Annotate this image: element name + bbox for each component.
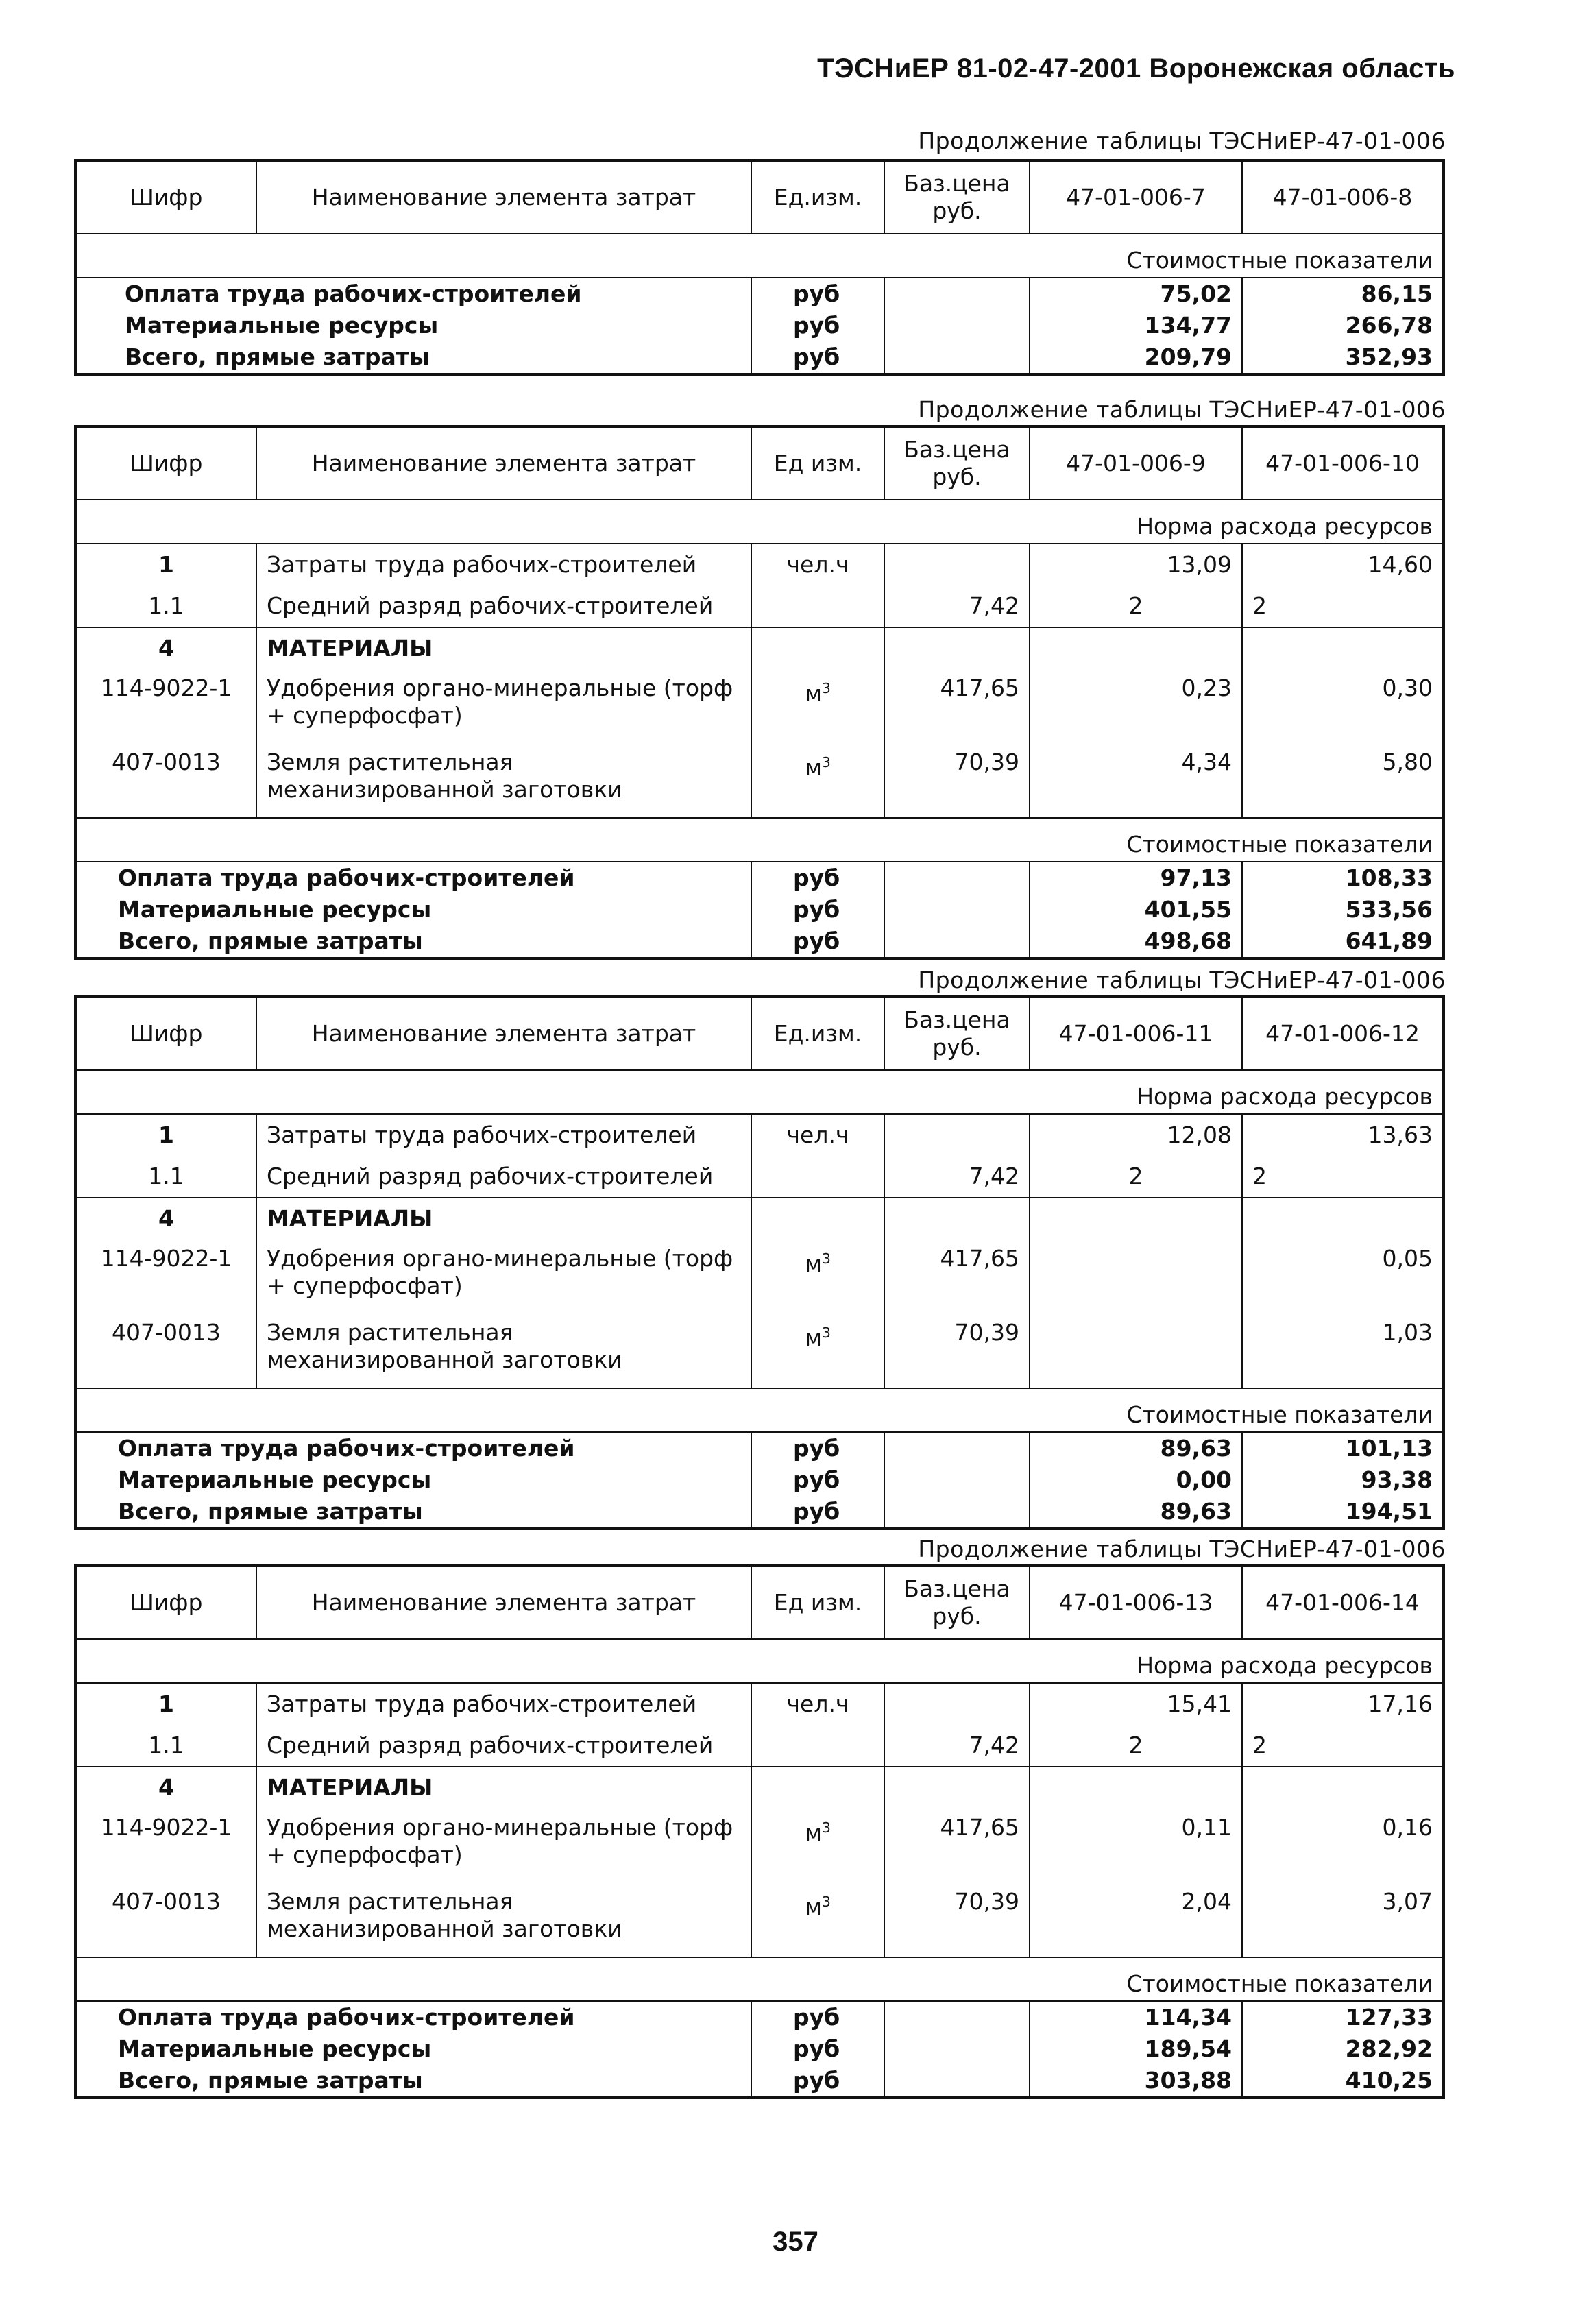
col-header-unit: Ед изм. bbox=[751, 428, 884, 500]
row-value: 0,05 bbox=[1242, 1239, 1442, 1314]
continuation-caption: Продолжение таблицы ТЭСНиЕР-47-01-006 bbox=[918, 1536, 1446, 1562]
row-value: 2 bbox=[1030, 1725, 1242, 1767]
row-code: 114-9022-1 bbox=[100, 675, 232, 701]
table-row-grade bbox=[77, 1156, 1442, 1198]
summary-label: Всего, прямые затраты bbox=[118, 2067, 423, 2094]
col-header-code: Шифр bbox=[130, 450, 203, 476]
summary-label: Материальные ресурсы bbox=[118, 1466, 432, 1493]
table-header-row bbox=[77, 1567, 1442, 1639]
section-row-norm bbox=[77, 500, 1442, 544]
section-row-cost bbox=[77, 818, 1442, 862]
col-header-code-2: 47-01-006-10 bbox=[1242, 428, 1442, 500]
col-header-name: Наименование элемента затрат bbox=[256, 998, 751, 1070]
table-header-row bbox=[77, 998, 1442, 1070]
summary-unit: руб bbox=[751, 2033, 884, 2065]
col-header-code-1: 47-01-006-7 bbox=[1030, 162, 1242, 234]
col-header-name: Наименование элемента затрат bbox=[256, 428, 751, 500]
section-label-cost: Стоимостные показатели bbox=[77, 1388, 1442, 1432]
resource-table-3 bbox=[74, 995, 1445, 1530]
row-name: Удобрения органо-минеральные (торф + суперфосфат) bbox=[256, 1808, 751, 1883]
row-price: 7,42 bbox=[884, 1725, 1030, 1767]
col-header-name: Наименование элемента затрат bbox=[256, 1567, 751, 1639]
row-code: 407-0013 bbox=[112, 1319, 221, 1346]
summary-label: Оплата труда рабочих-строителей bbox=[118, 1435, 575, 1462]
row-unit: $м^3$ bbox=[751, 1239, 884, 1314]
row-unit: $м^3$ bbox=[751, 1314, 884, 1388]
section-label-norm: Норма расхода ресурсов bbox=[77, 1070, 1442, 1114]
col-header-code-1: 47-01-006-9 bbox=[1030, 428, 1242, 500]
row-code: 1.1 bbox=[148, 592, 184, 619]
summary-unit: руб bbox=[751, 341, 884, 373]
row-name: Земля растительная механизированной заготовки bbox=[256, 1883, 751, 1957]
row-name: МАТЕРИАЛЫ bbox=[256, 1767, 751, 1808]
continuation-caption: Продолжение таблицы ТЭСНиЕР-47-01-006 bbox=[918, 967, 1446, 993]
row-code: 1.1 bbox=[148, 1732, 184, 1758]
summary-value: 86,15 bbox=[1242, 278, 1442, 310]
summary-row-materials bbox=[77, 894, 1442, 925]
row-value: 5,80 bbox=[1242, 743, 1442, 818]
row-unit: чел.ч bbox=[751, 1683, 884, 1725]
col-header-code: Шифр bbox=[130, 184, 203, 210]
section-label-cost: Стоимостные показатели bbox=[77, 818, 1442, 862]
row-value: 13,63 bbox=[1242, 1114, 1442, 1156]
row-unit: $м^3$ bbox=[751, 669, 884, 743]
row-code: 4 bbox=[77, 1198, 256, 1239]
row-value: 4,34 bbox=[1030, 743, 1242, 818]
row-name: МАТЕРИАЛЫ bbox=[256, 1198, 751, 1239]
row-price: 70,39 bbox=[884, 1314, 1030, 1388]
row-value: 2,04 bbox=[1030, 1883, 1242, 1957]
col-header-price: Баз.цена руб. bbox=[884, 998, 1030, 1070]
summary-row-materials bbox=[77, 2033, 1442, 2065]
row-code: 114-9022-1 bbox=[100, 1814, 232, 1841]
row-name: Средний разряд рабочих-строителей bbox=[256, 1725, 751, 1767]
summary-label: Материальные ресурсы bbox=[125, 312, 439, 339]
summary-value: 75,02 bbox=[1030, 278, 1242, 310]
summary-label: Всего, прямые затраты bbox=[118, 928, 423, 954]
row-value: 0,16 bbox=[1242, 1808, 1442, 1883]
summary-value: 194,51 bbox=[1242, 1496, 1442, 1527]
summary-value: 533,56 bbox=[1242, 894, 1442, 925]
row-value: 0,23 bbox=[1030, 669, 1242, 743]
col-header-code-1: 47-01-006-13 bbox=[1030, 1567, 1242, 1639]
section-label-cost: Стоимостные показатели bbox=[77, 234, 1442, 278]
continuation-caption: Продолжение таблицы ТЭСНиЕР-47-01-006 bbox=[918, 128, 1446, 154]
table-row-labor bbox=[77, 544, 1442, 585]
col-header-unit: Ед изм. bbox=[751, 1567, 884, 1639]
row-name: Затраты труда рабочих-строителей bbox=[256, 1114, 751, 1156]
row-value: 0,11 bbox=[1030, 1808, 1242, 1883]
summary-unit: руб bbox=[751, 278, 884, 310]
row-price: 7,42 bbox=[884, 585, 1030, 627]
col-header-price: Баз.цена руб. bbox=[884, 1567, 1030, 1639]
document-header: ТЭСНиЕР 81-02-47-2001 Воронежская область bbox=[817, 53, 1455, 84]
row-name: Удобрения органо-минеральные (торф + суперфосфат) bbox=[256, 669, 751, 743]
table-row-materials bbox=[77, 1198, 1442, 1239]
col-header-code-2: 47-01-006-14 bbox=[1242, 1567, 1442, 1639]
table-row-materials bbox=[77, 1767, 1442, 1808]
row-unit: $м^3$ bbox=[751, 1883, 884, 1957]
row-value: 2 bbox=[1242, 1725, 1442, 1767]
summary-unit: руб bbox=[751, 1464, 884, 1496]
table-row-grade bbox=[77, 585, 1442, 627]
summary-unit: руб bbox=[751, 1496, 884, 1527]
summary-value: 127,33 bbox=[1242, 2001, 1442, 2033]
row-name: Затраты труда рабочих-строителей bbox=[256, 544, 751, 585]
summary-label: Оплата труда рабочих-строителей bbox=[118, 2004, 575, 2031]
row-code: 407-0013 bbox=[112, 1888, 221, 1915]
summary-value: 498,68 bbox=[1030, 925, 1242, 957]
row-code: 4 bbox=[77, 627, 256, 669]
section-row-cost bbox=[77, 234, 1442, 278]
summary-row-labor bbox=[77, 1432, 1442, 1464]
row-unit: $м^3$ bbox=[751, 743, 884, 818]
col-header-code: Шифр bbox=[130, 1020, 203, 1047]
row-name: Средний разряд рабочих-строителей bbox=[256, 585, 751, 627]
summary-value: 108,33 bbox=[1242, 862, 1442, 894]
row-price: 70,39 bbox=[884, 1883, 1030, 1957]
table-header-row bbox=[77, 162, 1442, 234]
summary-label: Оплата труда рабочих-строителей bbox=[118, 864, 575, 891]
row-name: Средний разряд рабочих-строителей bbox=[256, 1156, 751, 1198]
col-header-name: Наименование элемента затрат bbox=[256, 162, 751, 234]
table-row-soil bbox=[77, 1883, 1442, 1957]
summary-unit: руб bbox=[751, 925, 884, 957]
summary-value: 401,55 bbox=[1030, 894, 1242, 925]
summary-row-materials bbox=[77, 1464, 1442, 1496]
summary-row-total bbox=[77, 1496, 1442, 1527]
row-code: 114-9022-1 bbox=[100, 1245, 232, 1272]
row-name: Земля растительная механизированной заготовки bbox=[256, 1314, 751, 1388]
row-value: 2 bbox=[1242, 1156, 1442, 1198]
col-header-code-1: 47-01-006-11 bbox=[1030, 998, 1242, 1070]
row-value: 17,16 bbox=[1242, 1683, 1442, 1725]
summary-label: Всего, прямые затраты bbox=[125, 343, 430, 370]
row-value: 12,08 bbox=[1030, 1114, 1242, 1156]
summary-row-total bbox=[77, 2065, 1442, 2096]
row-name: МАТЕРИАЛЫ bbox=[256, 627, 751, 669]
col-header-code-2: 47-01-006-12 bbox=[1242, 998, 1442, 1070]
summary-value: 209,79 bbox=[1030, 341, 1242, 373]
row-value: 2 bbox=[1030, 585, 1242, 627]
col-header-unit: Ед.изм. bbox=[751, 998, 884, 1070]
section-label-norm: Норма расхода ресурсов bbox=[77, 500, 1442, 544]
summary-value: 189,54 bbox=[1030, 2033, 1242, 2065]
row-code: 407-0013 bbox=[112, 749, 221, 775]
row-code: 1 bbox=[158, 1691, 174, 1717]
row-value: 2 bbox=[1242, 585, 1442, 627]
summary-unit: руб bbox=[751, 1432, 884, 1464]
section-label-norm: Норма расхода ресурсов bbox=[77, 1639, 1442, 1683]
col-header-code: Шифр bbox=[130, 1589, 203, 1616]
summary-unit: руб bbox=[751, 862, 884, 894]
summary-value: 93,38 bbox=[1242, 1464, 1442, 1496]
table-row-fertilizer bbox=[77, 669, 1442, 743]
row-price: 417,65 bbox=[884, 1239, 1030, 1314]
resource-table-1 bbox=[74, 159, 1445, 376]
table-row-soil bbox=[77, 743, 1442, 818]
table-row-grade bbox=[77, 1725, 1442, 1767]
section-label-cost: Стоимостные показатели bbox=[77, 1957, 1442, 2001]
table-row-soil bbox=[77, 1314, 1442, 1388]
table-row-materials bbox=[77, 627, 1442, 669]
row-value: 13,09 bbox=[1030, 544, 1242, 585]
col-header-price: Баз.цена руб. bbox=[884, 428, 1030, 500]
table-row-labor bbox=[77, 1683, 1442, 1725]
row-value: 15,41 bbox=[1030, 1683, 1242, 1725]
summary-value: 114,34 bbox=[1030, 2001, 1242, 2033]
row-code: 4 bbox=[77, 1767, 256, 1808]
table-row-labor bbox=[77, 1114, 1442, 1156]
summary-row-labor bbox=[77, 278, 1442, 310]
table-row-fertilizer bbox=[77, 1808, 1442, 1883]
summary-unit: руб bbox=[751, 2001, 884, 2033]
summary-value: 89,63 bbox=[1030, 1432, 1242, 1464]
section-row-norm bbox=[77, 1639, 1442, 1683]
resource-table-2 bbox=[74, 425, 1445, 960]
row-price: 7,42 bbox=[884, 1156, 1030, 1198]
row-value bbox=[1030, 1314, 1242, 1388]
col-header-code-2: 47-01-006-8 bbox=[1242, 162, 1442, 234]
row-price: 70,39 bbox=[884, 743, 1030, 818]
summary-unit: руб bbox=[751, 894, 884, 925]
row-code: 1 bbox=[158, 1122, 174, 1148]
page-number: 357 bbox=[773, 2227, 818, 2257]
summary-label: Оплата труда рабочих-строителей bbox=[125, 280, 582, 307]
summary-value: 352,93 bbox=[1242, 341, 1442, 373]
summary-unit: руб bbox=[751, 310, 884, 341]
row-unit: $м^3$ bbox=[751, 1808, 884, 1883]
resource-table-4 bbox=[74, 1564, 1445, 2099]
row-value: 1,03 bbox=[1242, 1314, 1442, 1388]
section-row-cost bbox=[77, 1957, 1442, 2001]
row-price: 417,65 bbox=[884, 1808, 1030, 1883]
row-code: 1.1 bbox=[148, 1163, 184, 1189]
summary-value: 641,89 bbox=[1242, 925, 1442, 957]
summary-row-total bbox=[77, 341, 1442, 373]
summary-row-materials bbox=[77, 310, 1442, 341]
row-value: 2 bbox=[1030, 1156, 1242, 1198]
row-unit: чел.ч bbox=[751, 544, 884, 585]
summary-value: 89,63 bbox=[1030, 1496, 1242, 1527]
summary-value: 266,78 bbox=[1242, 310, 1442, 341]
row-value: 14,60 bbox=[1242, 544, 1442, 585]
continuation-caption: Продолжение таблицы ТЭСНиЕР-47-01-006 bbox=[918, 396, 1446, 423]
summary-value: 0,00 bbox=[1030, 1464, 1242, 1496]
row-code: 1 bbox=[158, 551, 174, 578]
row-value: 0,30 bbox=[1242, 669, 1442, 743]
row-price: 417,65 bbox=[884, 669, 1030, 743]
row-unit: чел.ч bbox=[751, 1114, 884, 1156]
summary-row-total bbox=[77, 925, 1442, 957]
row-value: 3,07 bbox=[1242, 1883, 1442, 1957]
section-row-norm bbox=[77, 1070, 1442, 1114]
summary-value: 410,25 bbox=[1242, 2065, 1442, 2096]
summary-value: 134,77 bbox=[1030, 310, 1242, 341]
table-row-fertilizer bbox=[77, 1239, 1442, 1314]
row-value bbox=[1030, 1239, 1242, 1314]
summary-value: 282,92 bbox=[1242, 2033, 1442, 2065]
row-name: Удобрения органо-минеральные (торф + суперфосфат) bbox=[256, 1239, 751, 1314]
summary-row-labor bbox=[77, 2001, 1442, 2033]
summary-value: 303,88 bbox=[1030, 2065, 1242, 2096]
col-header-price: Баз.цена руб. bbox=[884, 162, 1030, 234]
summary-unit: руб bbox=[751, 2065, 884, 2096]
summary-label: Материальные ресурсы bbox=[118, 896, 432, 923]
summary-row-labor bbox=[77, 862, 1442, 894]
summary-label: Материальные ресурсы bbox=[118, 2035, 432, 2062]
section-row-cost bbox=[77, 1388, 1442, 1432]
row-name: Затраты труда рабочих-строителей bbox=[256, 1683, 751, 1725]
summary-label: Всего, прямые затраты bbox=[118, 1498, 423, 1525]
table-header-row bbox=[77, 428, 1442, 500]
row-name: Земля растительная механизированной заготовки bbox=[256, 743, 751, 818]
summary-value: 97,13 bbox=[1030, 862, 1242, 894]
col-header-unit: Ед.изм. bbox=[751, 162, 884, 234]
summary-value: 101,13 bbox=[1242, 1432, 1442, 1464]
